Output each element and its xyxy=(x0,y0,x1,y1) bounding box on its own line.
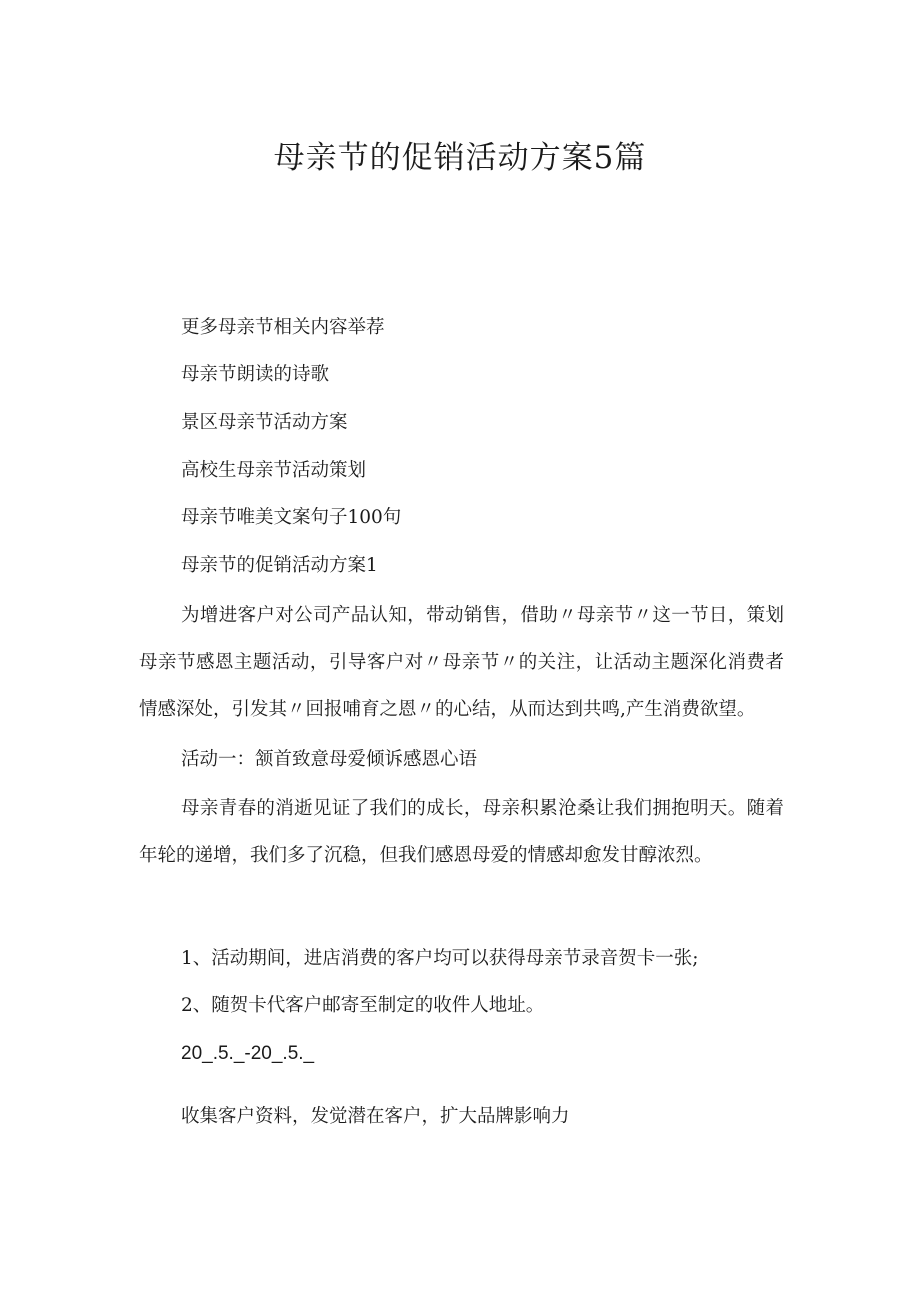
related-link-1[interactable]: 更多母亲节相关内容举荐 xyxy=(181,317,385,338)
related-link-3[interactable]: 景区母亲节活动方案 xyxy=(181,412,348,433)
document-title: 母亲节的促销活动方案5篇 xyxy=(273,140,647,176)
list-item-1: 1、活动期间，进店消费的客户均可以获得母亲节录音贺卡一张; xyxy=(181,948,699,969)
intro-paragraph: 为增进客户对公司产品认知，带动销售，借助〃母亲节〃这一节日，策划母亲节感恩主题活动，引导客户对〃母亲节〃的关注，让活动主题深化消费者情感深处，引发其〃回报哺育之恩〃的心结，从而达到共鸣,产生消费欲望。 xyxy=(139,605,784,720)
related-link-4[interactable]: 高校生母亲节活动策划 xyxy=(181,460,367,481)
related-link-6[interactable]: 母亲节的促销活动方案1 xyxy=(181,555,378,576)
activity-heading: 活动一：颔首致意母爱倾诉感恩心语 xyxy=(181,749,478,770)
list-item-2: 2、随贺卡代客户邮寄至制定的收件人地址。 xyxy=(181,995,545,1016)
related-link-5[interactable]: 母亲节唯美文案句子100句 xyxy=(181,507,402,528)
related-link-2[interactable]: 母亲节朗读的诗歌 xyxy=(181,364,330,385)
activity-paragraph: 母亲青春的消逝见证了我们的成长，母亲积累沧桑让我们拥抱明天。随着年轮的递增，我们多了沉稳，但我们感恩母爱的情感却愈发甘醇浓烈。 xyxy=(139,798,784,866)
date-range: 20_.5._-20_.5._ xyxy=(181,1043,315,1064)
closing-line: 收集客户资料，发觉潜在客户，扩大品牌影响力 xyxy=(181,1106,570,1127)
